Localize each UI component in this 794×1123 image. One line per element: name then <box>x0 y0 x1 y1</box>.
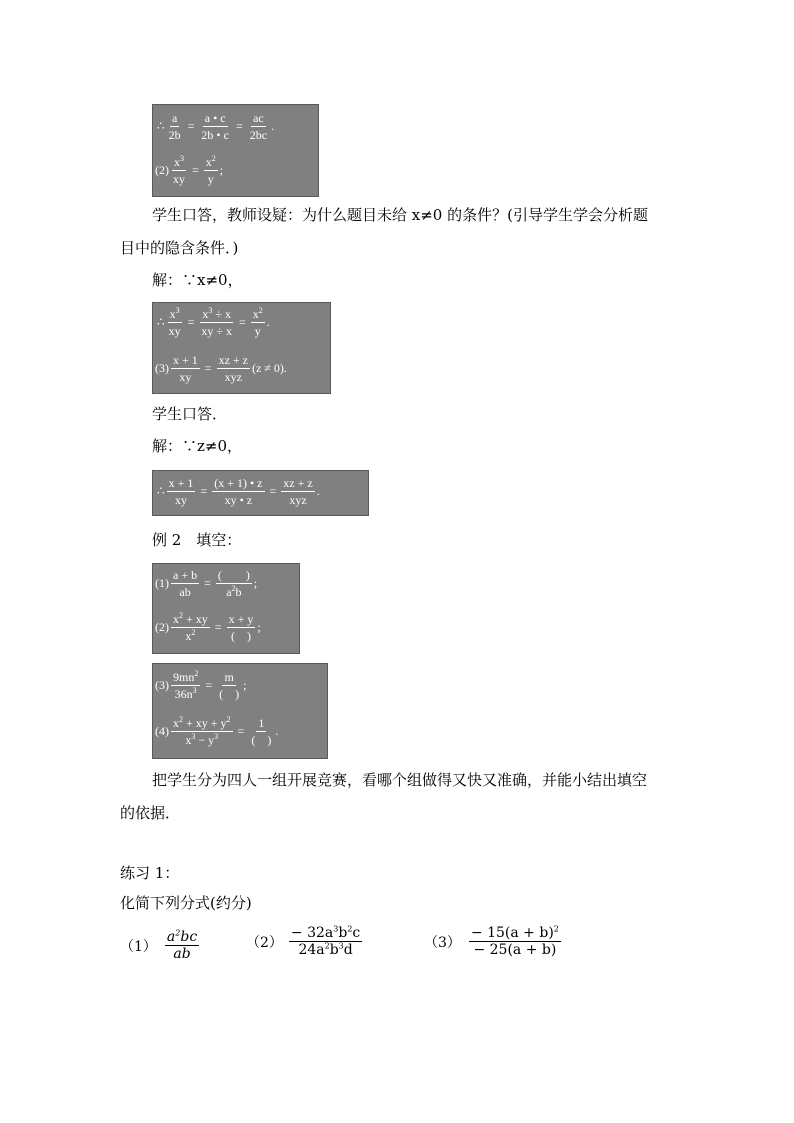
therefore-symbol: ∴ <box>157 315 165 329</box>
denominator: − 25(a + b) <box>473 942 557 958</box>
fraction <box>165 930 199 961</box>
exercise-heading: 练习 1： <box>120 864 180 882</box>
denominator: xy • z <box>224 493 253 507</box>
equals-sign: = <box>205 678 213 692</box>
box3-line1 <box>157 476 320 507</box>
equals-sign: = <box>214 620 222 634</box>
denominator: xy <box>173 172 185 186</box>
box1-line2 <box>155 155 223 186</box>
denominator: y <box>254 324 261 338</box>
numerator: x + 1 <box>173 353 198 367</box>
fraction <box>199 307 234 338</box>
fraction <box>167 476 196 507</box>
condition: (z ≠ 0). <box>251 361 287 375</box>
exercise-item-2 <box>246 926 364 957</box>
item-label: (2) <box>155 163 169 177</box>
therefore-symbol: ∴ <box>157 484 165 498</box>
paragraph-3-cont: 的依据． <box>120 804 181 822</box>
numerator: $x^2$ + xy <box>173 611 208 626</box>
box5-line1 <box>155 670 246 701</box>
exercise-item-1 <box>120 930 201 961</box>
numerator: a + b <box>173 568 198 582</box>
denominator: $x^3 - y^3$ <box>185 732 219 747</box>
item-label: （2） <box>246 934 283 951</box>
fraction <box>171 670 200 701</box>
fraction <box>167 111 183 142</box>
numerator: 1 <box>258 716 265 730</box>
denominator: xyz <box>224 370 242 384</box>
denominator-blank: ( ) <box>230 629 251 643</box>
denominator: xy <box>175 493 188 507</box>
fraction <box>167 307 183 338</box>
denominator: 2bc <box>249 128 268 142</box>
numerator: $x^3$ <box>174 154 184 169</box>
denominator: y <box>207 172 214 186</box>
box4-line2 <box>155 612 261 643</box>
solution-start-1: 解：∵x≠0， <box>152 271 243 289</box>
equals-sign: = <box>187 315 195 329</box>
solution-start-2: 解：∵z≠0， <box>152 437 243 455</box>
numerator: m <box>224 670 234 684</box>
fraction <box>289 926 362 957</box>
fraction <box>251 307 265 338</box>
item-label: (2) <box>155 620 169 634</box>
numerator: $x^3$ <box>169 306 180 321</box>
denominator: $24a^2b^3d$ <box>298 941 353 958</box>
equals-sign: = <box>204 576 211 590</box>
box1-line1 <box>157 111 274 142</box>
denominator: xy ÷ x <box>201 324 233 338</box>
exercise-item-3 <box>424 926 563 957</box>
fraction <box>171 716 233 747</box>
punctuation: . <box>271 119 275 133</box>
denominator: ab <box>173 946 191 962</box>
denominator: xy <box>168 324 181 338</box>
equals-sign: = <box>235 119 243 133</box>
numerator: ac <box>253 111 264 125</box>
fraction <box>469 926 561 957</box>
therefore-symbol: ∴ <box>157 119 165 133</box>
equals-sign: = <box>269 484 277 498</box>
paragraph-2: 学生口答． <box>152 405 228 423</box>
fraction <box>227 612 256 643</box>
example-2-heading: 例 2 填空： <box>152 531 242 549</box>
box2-line2 <box>155 353 287 384</box>
fraction <box>199 111 231 142</box>
paragraph-1: 学生口答，教师设疑：为什么题目未给 x≠0 的条件？(引导学生学会分析题 <box>152 206 648 224</box>
numerator: $x^2$ <box>252 306 263 321</box>
denominator: 2b • c <box>201 128 229 142</box>
numerator: a <box>171 111 178 125</box>
numerator: x + y <box>228 612 254 626</box>
denominator: $a^2b$ <box>226 584 242 599</box>
numerator: (x + 1) • z <box>214 476 263 490</box>
denominator-blank: ( ) <box>219 687 240 701</box>
denominator: xy <box>179 370 192 384</box>
denominator: ab <box>179 585 191 599</box>
numerator: x + 1 <box>168 476 194 490</box>
punctuation: ; <box>257 620 261 634</box>
solution-box-1 <box>152 104 319 197</box>
denominator: $36n^3$ <box>174 686 197 701</box>
equals-sign: = <box>239 315 246 329</box>
denominator-blank: ( ) <box>251 733 272 747</box>
denominator: xyz <box>289 493 307 507</box>
numerator: − $15(a + b)^2$ <box>470 924 559 941</box>
solution-box-2 <box>152 302 331 394</box>
box5-line2 <box>155 716 278 747</box>
paragraph-3: 把学生分为四人一组开展竞赛，看哪个组做得又快又准确，并能小结出填空 <box>152 771 648 789</box>
item-label: (3) <box>155 678 169 692</box>
item-label: （1） <box>120 938 157 955</box>
exercise-instruction: 化简下列分式(约分) <box>120 894 252 912</box>
punctuation: . <box>275 724 279 738</box>
numerator: $a^2bc$ <box>166 928 198 945</box>
fraction <box>217 353 250 384</box>
fraction <box>171 612 210 643</box>
fraction <box>171 353 200 384</box>
punctuation: ; <box>243 678 247 692</box>
box2-line1 <box>157 307 270 338</box>
equals-sign: = <box>192 163 199 177</box>
numerator: $x^2$ + xy + $y^2$ <box>173 715 231 730</box>
equals-sign: = <box>237 724 245 738</box>
item-label: （3） <box>424 934 461 951</box>
numerator: $x^3 \div x$ <box>202 306 232 321</box>
numerator: xz + z <box>218 353 248 367</box>
denominator: $x^2$ <box>185 628 196 643</box>
item-label: (1) <box>155 576 169 590</box>
fraction <box>204 155 218 186</box>
fraction <box>217 670 241 701</box>
item-label: (3) <box>155 361 169 375</box>
punctuation: ; <box>219 163 224 177</box>
numerator: $9mn^2$ <box>173 669 199 684</box>
equals-sign: = <box>204 361 212 375</box>
fraction <box>281 476 314 507</box>
fraction <box>249 716 273 747</box>
paragraph-1-cont: 目中的隐含条件．) <box>120 239 239 257</box>
fraction <box>212 476 264 507</box>
fill-in-box-2 <box>152 663 328 759</box>
punctuation: . <box>316 484 320 498</box>
solution-box-3 <box>152 470 369 516</box>
box4-line1 <box>155 568 257 599</box>
fraction <box>216 568 252 599</box>
denominator: 2b <box>168 128 181 142</box>
numerator: − $32a^3b^2c$ <box>290 924 361 941</box>
punctuation: . <box>266 315 270 329</box>
fill-in-box-1 <box>152 563 300 654</box>
numerator: a • c <box>204 111 226 125</box>
item-label: (4) <box>155 724 169 738</box>
numerator-blank: ( ) <box>217 568 250 582</box>
punctuation: ; <box>253 576 258 590</box>
numerator: $x^2$ <box>205 154 216 169</box>
equals-sign: = <box>200 484 208 498</box>
fraction <box>248 111 269 142</box>
numerator: xz + z <box>283 476 313 490</box>
fraction <box>171 568 199 599</box>
fraction <box>171 155 187 186</box>
equals-sign: = <box>187 119 195 133</box>
